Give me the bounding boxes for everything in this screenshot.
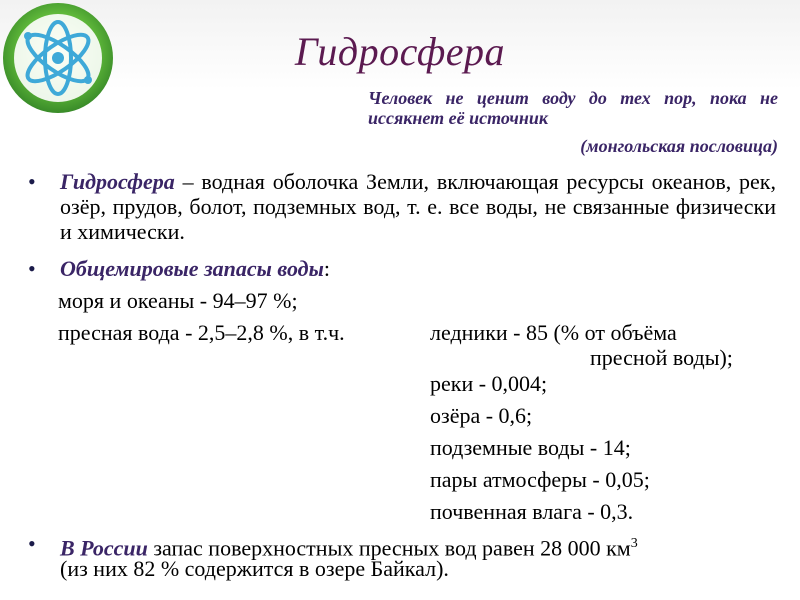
bullet-icon: • [28,256,36,281]
reserve-atmosphere: пары атмосферы - 0,05; [430,467,650,492]
reserve-glaciers-cont: пресной воды); [590,345,733,370]
epigraph-source: (монгольская пословица) [580,136,778,156]
page-title: Гидросфера [294,29,506,74]
reserve-groundwater: подземные воды - 14; [430,435,631,460]
definition-text: – водная оболочка Земли, включающая ресурсы океанов, рек, озёр, прудов, болот, подземных вод, т. е. все воды, не связанные физически и химически. [60,169,776,244]
reserve-rivers: реки - 0,004; [430,371,548,396]
reserve-seas: моря и океаны - 94–97 %; [58,288,298,313]
russia-term: В России [60,535,148,561]
reserve-glaciers: ледники - 85 (% от объёма [430,320,677,345]
definition-paragraph [60,169,776,244]
definition-term: Гидросфера [60,169,175,194]
reserve-fresh: пресная вода - 2,5–2,8 %, в т.ч. [58,320,345,345]
reserves-colon: : [323,256,330,281]
reserves-heading-line [60,256,330,281]
epigraph-quote: Человек не ценит воду до тех пор, пока не иссякнет её источник [368,88,778,128]
russia-text: запас поверхностных пресных вод равен 28 000 км [147,535,631,561]
bullet-icon: • [28,531,36,556]
reserve-soil: почвенная влага - 0,3. [430,499,634,524]
epigraph [368,88,778,156]
russia-superscript: 3 [630,536,638,551]
reserve-lakes: озёра - 0,6; [430,403,533,428]
bullet-icon: • [28,169,36,194]
russia-line-2: (из них 82 % содержится в озере Байкал). [60,556,449,581]
reserves-heading: Общемировые запасы воды [60,256,324,281]
